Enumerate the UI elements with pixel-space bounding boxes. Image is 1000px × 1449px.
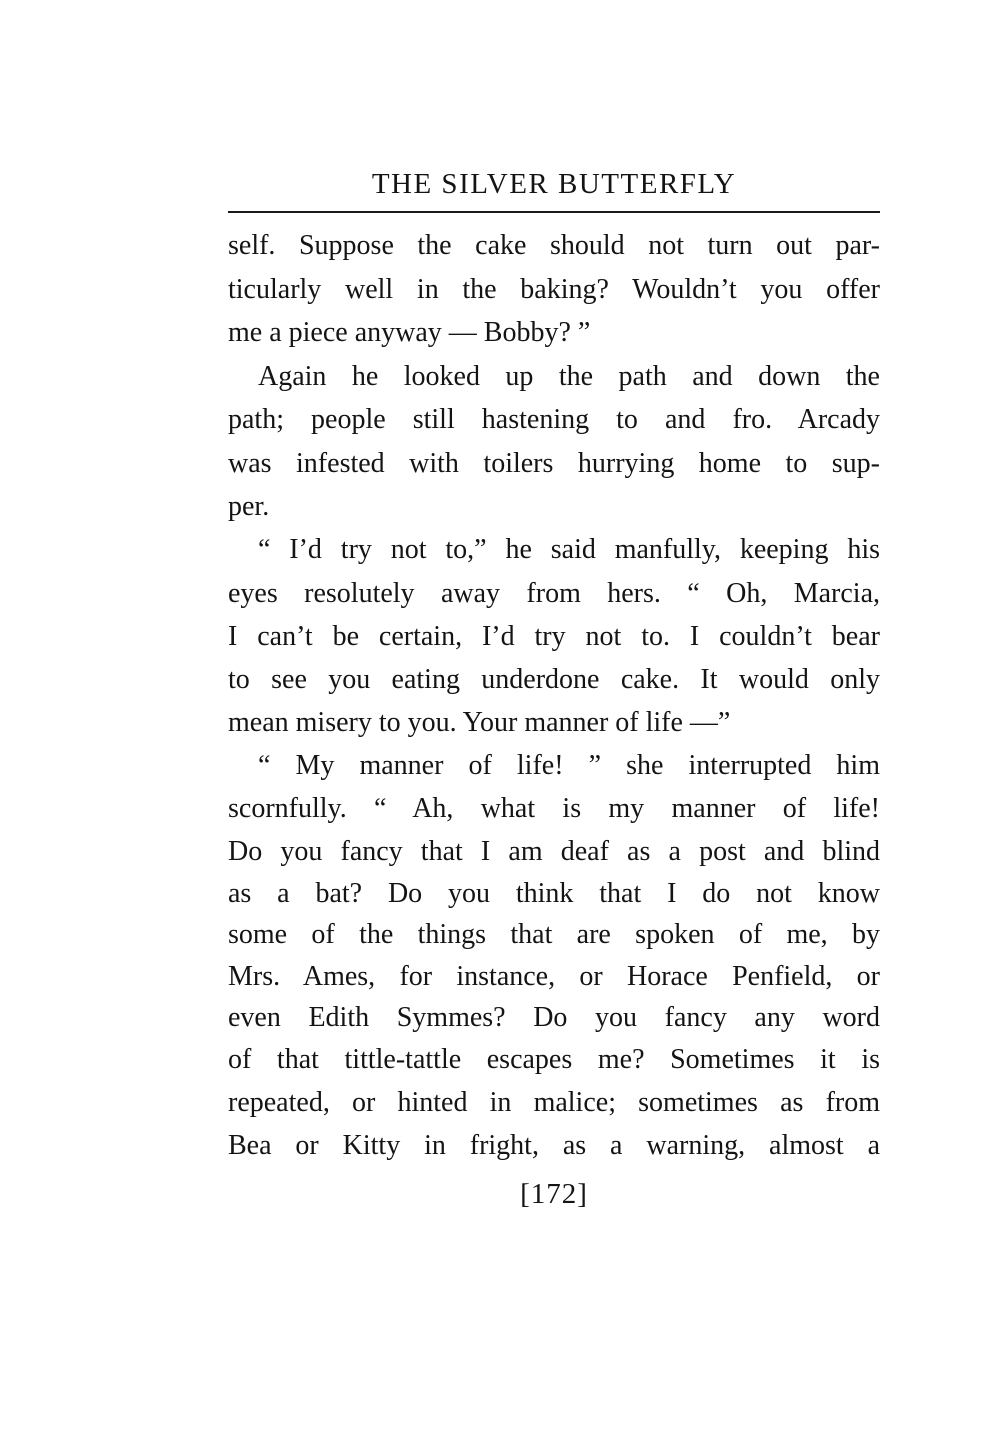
text-line: eyes resolutely away from hers. “ Oh, Marcia, [228, 578, 880, 609]
text-line: Mrs. Ames, for instance, or Horace Penfield, or [228, 961, 880, 992]
text-line: ticularly well in the baking? Wouldn’t you offer [228, 274, 880, 305]
text-line: Again he looked up the path and down the [258, 361, 880, 392]
running-head: THE SILVER BUTTERFLY [371, 168, 737, 200]
text-line: path; people still hastening to and fro. Arcady [228, 404, 880, 435]
text-line: self. Suppose the cake should not turn out par- [228, 230, 880, 261]
page-number: [172] [520, 1178, 588, 1210]
text-line: me a piece anyway — Bobby? ” [228, 317, 591, 348]
header-rule [228, 211, 880, 213]
text-line: per. [228, 491, 270, 522]
text-line: scornfully. “ Ah, what is my manner of life! [228, 793, 880, 824]
text-line: repeated, or hinted in malice; sometimes as from [228, 1087, 880, 1118]
text-line: “ I’d try not to,” he said manfully, keeping his [258, 534, 880, 565]
text-line: as a bat? Do you think that I do not know [228, 878, 880, 909]
text-line: I can’t be certain, I’d try not to. I couldn’t bear [228, 621, 880, 652]
text-line: Bea or Kitty in fright, as a warning, almost a [228, 1130, 880, 1161]
text-line: Do you fancy that I am deaf as a post and blind [228, 836, 880, 867]
text-line: was infested with toilers hurrying home to sup- [228, 448, 880, 479]
text-line: “ My manner of life! ” she interrupted him [258, 750, 880, 781]
text-line: to see you eating underdone cake. It would only [228, 664, 880, 695]
text-line: mean misery to you. Your manner of life —” [228, 707, 731, 738]
text-line: even Edith Symmes? Do you fancy any word [228, 1002, 880, 1033]
text-line: of that tittle-tattle escapes me? Sometimes it is [228, 1044, 880, 1075]
text-line: some of the things that are spoken of me, by [228, 919, 880, 950]
